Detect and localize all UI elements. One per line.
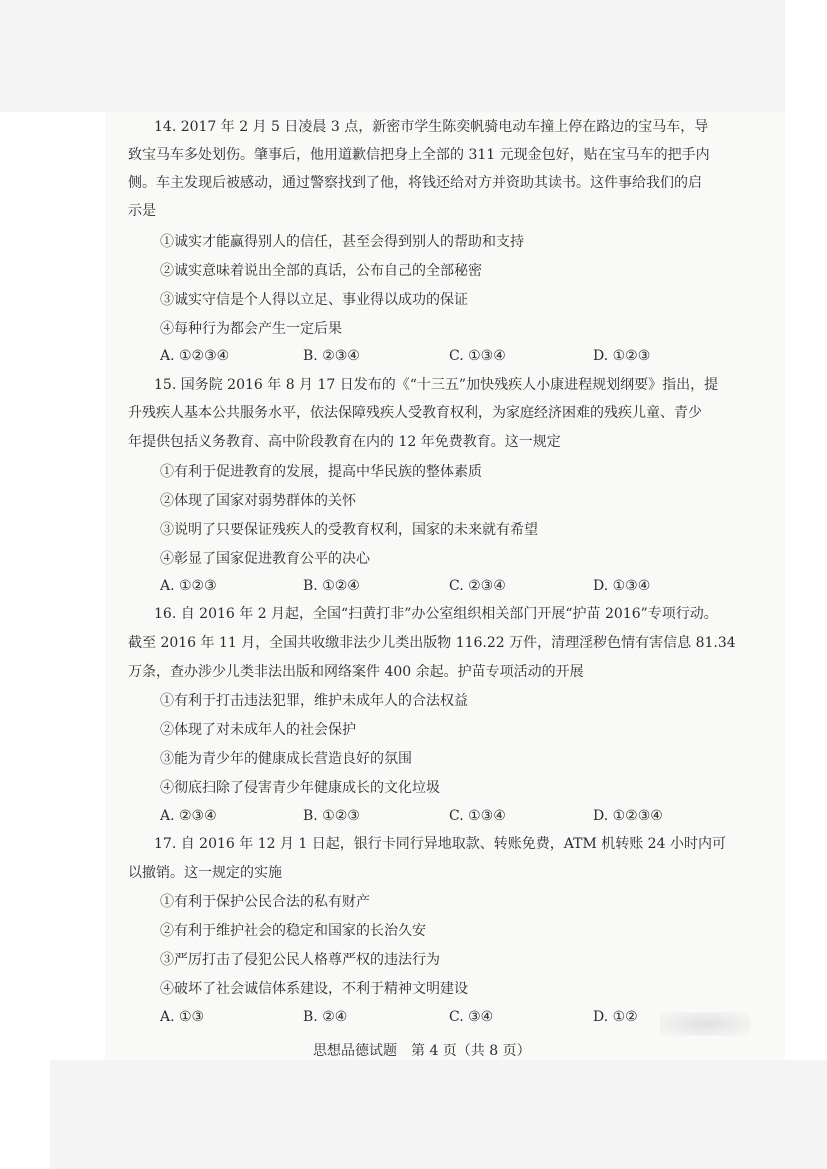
q15-item-1: ①有利于促进教育的发展，提高中华民族的整体素质 — [160, 464, 482, 480]
q15-item-2: ②体现了国家对弱势群体的关怀 — [160, 493, 356, 509]
q14-option-c: C. ①③④ — [449, 348, 506, 364]
q15-stem-line-3: 年提供包括义务教育、高中阶段教育在内的 12 年免费教育。这一规定 — [128, 434, 561, 450]
q16-stem-line-1: 16. 自 2016 年 2 月起，全国“扫黄打非”办公室组织相关部门开展“护苗 2016”专项行动。 — [154, 606, 718, 622]
q16-option-d: D. ①②③④ — [593, 808, 663, 824]
q16-stem-line-3: 万条，查办涉少儿类非法出版和网络案件 400 余起。护苗专项活动的开展 — [128, 664, 584, 680]
q15-option-a: A. ①②③ — [160, 578, 217, 594]
scan-smudge — [660, 1012, 750, 1036]
q14-option-d: D. ①②③ — [593, 348, 651, 364]
q17-stem-line-1: 17. 自 2016 年 12 月 1 日起，银行卡同行异地取款、转账免费，ATM 机转账 24 小时内可 — [154, 836, 726, 852]
q15-option-d: D. ①③④ — [593, 578, 651, 594]
q14-stem-line-2: 致宝马车多处划伤。肇事后，他用道歉信把身上全部的 311 元现金包好，贴在宝马车的把手内 — [128, 147, 710, 163]
page-footer: 思想品德试题 第 4 页（共 8 页） — [313, 1043, 531, 1059]
q14-stem-line-4: 示是 — [128, 203, 156, 219]
q17-option-b: B. ②④ — [303, 1009, 348, 1025]
q17-item-4: ④破坏了社会诚信体系建设，不利于精神文明建设 — [160, 981, 468, 997]
q15-stem-line-2: 升残疾人基本公共服务水平，依法保障残疾人受教育权利，为家庭经济困难的残疾儿童、青少 — [128, 405, 702, 421]
q17-item-3: ③严厉打击了侵犯公民人格尊严权的违法行为 — [160, 952, 440, 968]
bottom-margin — [50, 1060, 827, 1169]
q16-item-2: ②体现了对未成年人的社会保护 — [160, 722, 356, 738]
q14-item-4: ④每种行为都会产生一定后果 — [160, 321, 342, 337]
q16-item-4: ④彻底扫除了侵害青少年健康成长的文化垃圾 — [160, 780, 440, 796]
q17-option-c: C. ③④ — [449, 1009, 494, 1025]
q16-stem-line-2: 截至 2016 年 11 月，全国共收缴非法少儿类出版物 116.22 万件，清理淫秽色情有害信息 81.34 — [128, 635, 736, 651]
q16-item-3: ③能为青少年的健康成长营造良好的氛围 — [160, 751, 412, 767]
top-margin — [0, 0, 785, 112]
q14-option-b: B. ②③④ — [303, 348, 360, 364]
q14-stem-line-3: 侧。车主发现后被感动，通过警察找到了他，将钱还给对方并资助其读书。这件事给我们的启 — [128, 175, 702, 191]
q17-item-2: ②有利于维护社会的稳定和国家的长治久安 — [160, 923, 426, 939]
q14-item-2: ②诚实意味着说出全部的真话，公布自己的全部秘密 — [160, 263, 482, 279]
q15-stem-line-1: 15. 国务院 2016 年 8 月 17 日发布的《“十三五”加快残疾人小康进程规划纲要》指出，提 — [154, 377, 719, 393]
q14-item-3: ③诚实守信是个人得以立足、事业得以成功的保证 — [160, 292, 468, 308]
q16-option-c: C. ①③④ — [449, 808, 506, 824]
q14-stem-line-1: 14. 2017 年 2 月 5 日凌晨 3 点，新密市学生陈奕帆骑电动车撞上停在路边的宝马车，导 — [154, 119, 709, 135]
q16-item-1: ①有利于打击违法犯罪，维护未成年人的合法权益 — [160, 693, 468, 709]
q17-option-d: D. ①② — [593, 1009, 638, 1025]
q17-stem-line-2: 以撤销。这一规定的实施 — [128, 865, 282, 881]
q15-option-b: B. ①②④ — [303, 578, 360, 594]
q17-option-a: A. ①③ — [160, 1009, 205, 1025]
q15-option-c: C. ②③④ — [449, 578, 506, 594]
q14-item-1: ①诚实才能赢得别人的信任，甚至会得到别人的帮助和支持 — [160, 234, 524, 250]
q16-option-b: B. ①②③ — [303, 808, 360, 824]
q14-option-a: A. ①②③④ — [160, 348, 230, 364]
q15-item-4: ④彰显了国家促进教育公平的决心 — [160, 551, 370, 567]
q15-item-3: ③说明了只要保证残疾人的受教育权利，国家的未来就有希望 — [160, 522, 538, 538]
q17-item-1: ①有利于保护公民合法的私有财产 — [160, 894, 370, 910]
q16-option-a: A. ②③④ — [160, 808, 217, 824]
